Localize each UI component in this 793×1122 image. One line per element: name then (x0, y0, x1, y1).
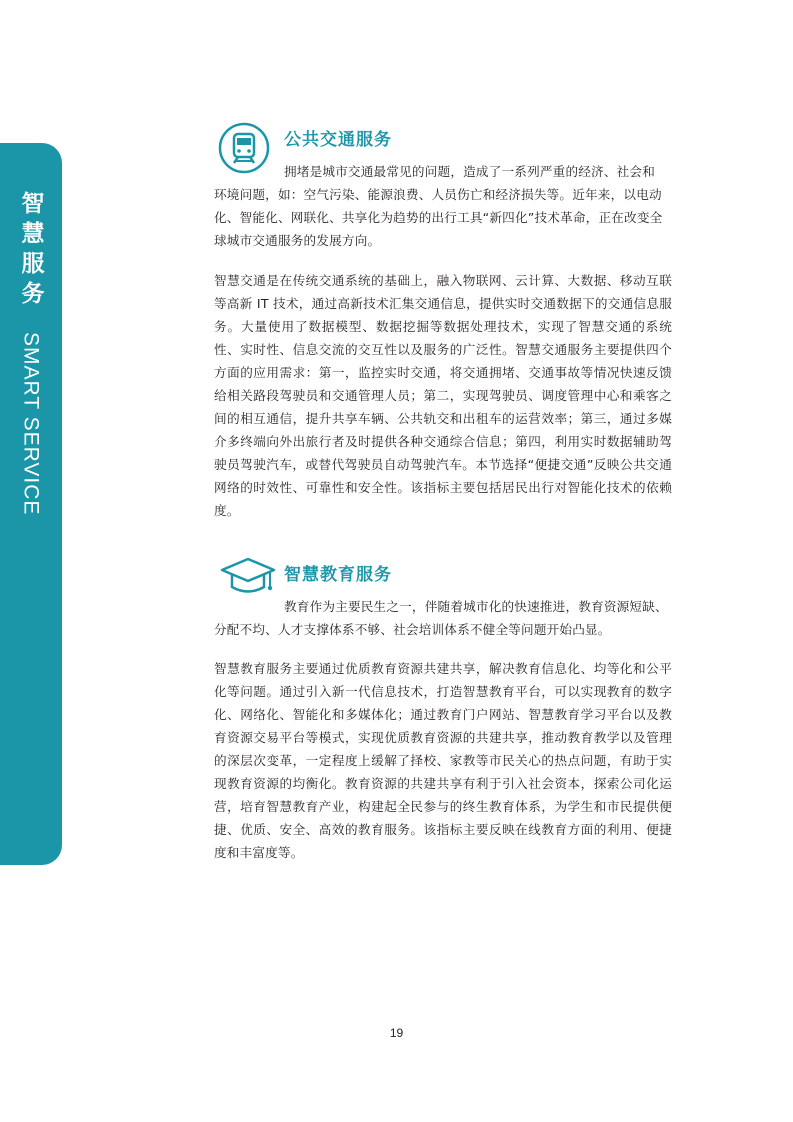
side-tab-title-en: SMART SERVICE (19, 331, 43, 516)
page-number: 19 (389, 1026, 404, 1040)
section-intro-line: 分配不均、人才支撑体系不够、社会培训体系不健全等问题开始凸显。 (214, 622, 611, 637)
section-body-transport: 智慧交通是在传统交通系统的基础上，融入物联网、云计算、大数据、移动互联等高新 IT 技术，通过高新技术汇集交通信息，提供实时交通数据下的交通信息服务。大量使用了数据模型、数据挖掘等数据处理技术，实现了智慧交通的系统性、实时性、信息交流的交互性以及服务的广泛性。智慧交通服务主要提供四个方面的应用需求：第一，监控实时交通，将交通拥堵、交通事故等情况快速反馈给相关路段驾驶员和交通管理人员；第二，实现驾驶员、调度管理中心和乘客之间的相互通信，提升共享车辆、公共轨交和出租车的运营效率；第三，通过多媒介多终端向外出旅行者及时提供各种交通综合信息；第四，利用实时数据辅助驾驶员驾驶汽车，或替代驾驶员自动驾驶汽车。本节选择“便捷交通”反映公共交通网络的时效性、可靠性和安全性。该指标主要包括居民出行对智能化技术的依赖度。 (214, 273, 672, 518)
section-heading-education: 智慧教育服务 (284, 565, 392, 585)
section-intro-line: 球城市交通服务的发展方向。 (214, 233, 381, 248)
section-intro-line: 化、智能化、网联化、共享化为趋势的出行工具“新四化”技术革命，正在改变全 (214, 210, 663, 225)
section-intro-line: 教育作为主要民生之一，伴随着城市化的快速推进，教育资源短缺、 (284, 599, 668, 614)
side-tab-title (15, 191, 48, 515)
section-body-education: 智慧教育服务主要通过优质教育资源共建共享，解决教育信息化、均等化和公平化等问题。通过引入新一代信息技术，打造智慧教育平台，可以实现教育的数字化、网络化、智能化和多媒体化；通过教育门户网站、智慧教育学习平台以及教育资源交易平台等模式，实现优质教育资源的共建共享，推动教育教学以及管理的深层次变革，一定程度上缓解了择校、家教等市民关心的热点问题，有助于实现教育资源的均衡化。教育资源的共建共享有利于引入社会资本，探索公司化运营，培育智慧教育产业，构建起全民参与的终生教育体系，为学生和市民提供便捷、优质、安全、高效的教育服务。该指标主要反映在线教育方面的利用、便捷度和丰富度等。 (214, 661, 672, 860)
train-icon (218, 122, 270, 174)
side-tab-title-cn: 智慧服务 (17, 191, 44, 311)
section-intro-line: 拥堵是城市交通最常见的问题，造成了一系列严重的经济、社会和 (284, 164, 656, 179)
section-intro-line: 环境问题，如：空气污染、能源浪费、人员伤亡和经济损失等。近年来，以电动 (214, 187, 662, 202)
graduation-cap-icon (218, 554, 278, 604)
section-heading-transport: 公共交通服务 (284, 130, 392, 150)
side-tab (0, 143, 62, 865)
